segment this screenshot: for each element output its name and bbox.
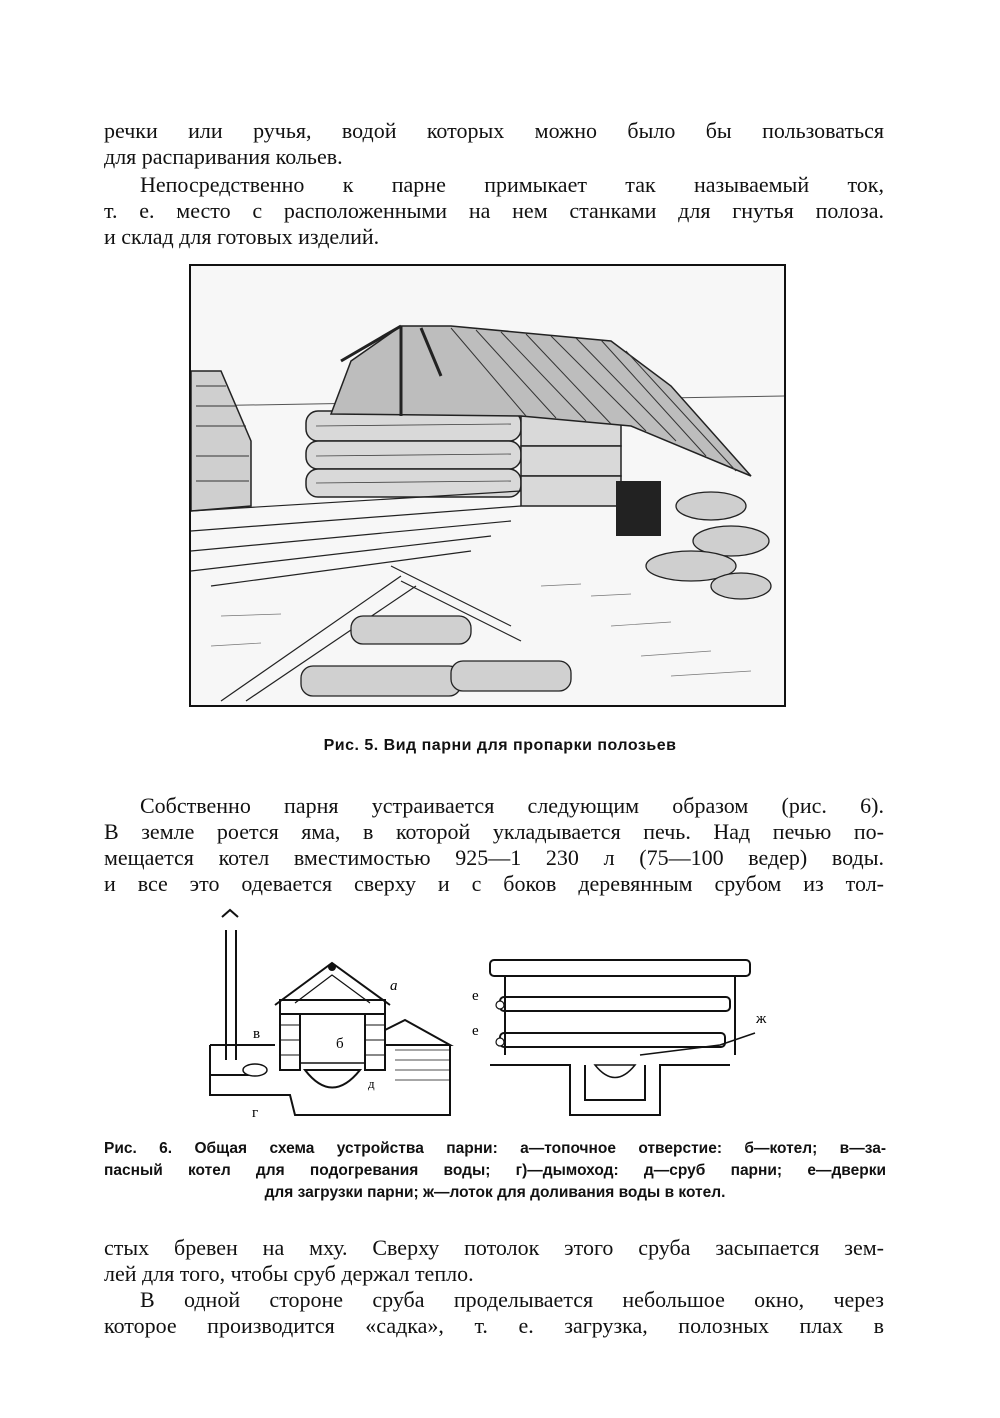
figure-6-caption	[104, 1138, 886, 1204]
paragraph-3	[104, 793, 884, 897]
caption-line: пасный котел для подогревания воды; г)—дымоход: д—сруб парни; е—дверки	[104, 1162, 886, 1179]
text-line: для распаривания кольев.	[104, 144, 343, 169]
label-e2: е	[472, 1023, 479, 1039]
text-line: Собственно парня устраивается следующим образом (рис. 6).	[140, 793, 884, 818]
text-line: лей для того, чтобы сруб держал тепло.	[104, 1261, 474, 1286]
text-line: В одной стороне сруба проделывается небольшое окно, через	[140, 1287, 884, 1312]
text-line: т. е. место с расположенными на нем станками для гнутья полоза.	[104, 198, 884, 223]
steam-house-drawing	[191, 266, 784, 705]
text-line: стых бревен на мху. Сверху потолок этого сруба засыпается зем-	[104, 1235, 884, 1260]
figure-5-illustration	[189, 264, 786, 707]
label-e1: е	[472, 988, 479, 1004]
label-zh: ж	[756, 1011, 767, 1027]
paragraph-1	[104, 118, 884, 170]
text-line: Непосредственно к парне примыкает так называемый ток,	[140, 172, 884, 197]
steam-house-schematic	[200, 905, 790, 1130]
label-v: в	[253, 1026, 261, 1042]
label-d: д	[368, 1076, 375, 1091]
text-line: которое производится «садка», т. е. загрузка, полозных плах в	[104, 1313, 884, 1338]
caption-line: Рис. 6. Общая схема устройства парни: а—топочное отверстие: б—котел; в—за-	[104, 1140, 886, 1157]
text-line: речки или ручья, водой которых можно было бы пользоваться	[104, 118, 884, 143]
figure-5-caption: Рис. 5. Вид парни для пропарки полозьев	[323, 737, 677, 754]
text-line: и склад для готовых изделий.	[104, 224, 380, 249]
caption-line: для загрузки парни; ж—лоток для доливания воды в котел.	[264, 1184, 726, 1201]
label-b: б	[336, 1036, 344, 1052]
paragraph-4	[104, 1235, 884, 1287]
text-line: и все это одевается сверху и с боков деревянным срубом из тол-	[104, 871, 884, 896]
paragraph-5	[104, 1287, 884, 1339]
figure-6-schematic	[200, 905, 790, 1130]
label-a: а	[390, 978, 398, 994]
text-line: мещается котел вместимостью 925—1 230 л (75—100 ведер) воды.	[104, 845, 884, 870]
text-line: В земле роется яма, в которой укладывается печь. Над печью по-	[104, 819, 884, 844]
paragraph-2	[104, 172, 884, 250]
label-g: г	[252, 1105, 259, 1121]
